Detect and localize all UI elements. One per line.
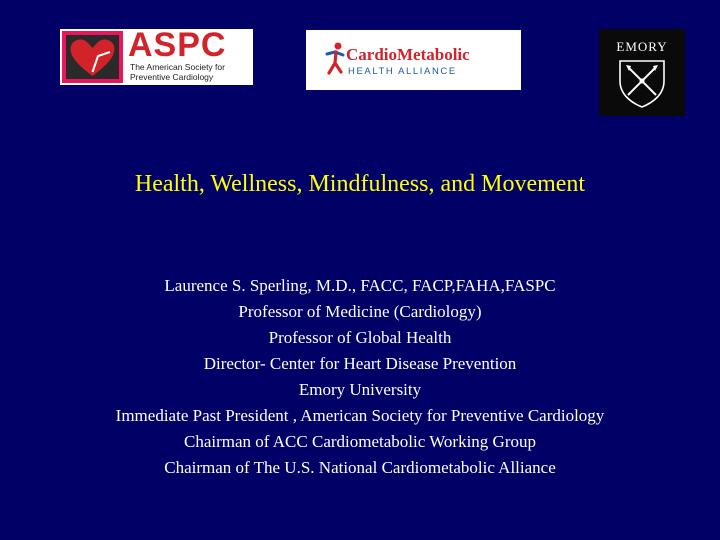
cardiometabolic-alliance-logo <box>306 30 521 90</box>
presenter-name: Laurence S. Sperling, M.D., FACC, FACP,FAHA,FASPC <box>164 276 556 295</box>
slide-title: Health, Wellness, Mindfulness, and Movement <box>134 171 586 197</box>
aspc-subtitle-line2: Preventive Cardiology <box>130 72 214 82</box>
credit-line: Director- Center for Heart Disease Prevention <box>203 354 517 373</box>
runner-figure-icon <box>324 42 346 76</box>
shield-icon <box>616 57 668 109</box>
aspc-logo <box>60 29 253 85</box>
aspc-subtitle-line1: The American Society for <box>130 62 225 72</box>
emory-logo <box>599 29 685 116</box>
emory-wordmark: EMORY <box>616 39 668 54</box>
cmha-tagline: HEALTH ALLIANCE <box>348 66 457 77</box>
cmha-wordmark: CardioMetabolic <box>346 45 470 64</box>
credit-line: Professor of Medicine (Cardiology) <box>238 302 482 321</box>
heart-icon <box>68 36 117 78</box>
credit-line: Professor of Global Health <box>268 328 452 347</box>
aspc-wordmark: ASPC <box>128 29 227 64</box>
credit-line: Chairman of The U.S. National Cardiometabolic Alliance <box>164 458 556 477</box>
aspc-heart-emblem <box>62 31 123 83</box>
credit-line: Immediate Past President , American Society for Preventive Cardiology <box>115 406 605 425</box>
credit-line: Emory University <box>298 380 422 399</box>
presenter-credits <box>100 276 620 484</box>
credit-line: Chairman of ACC Cardiometabolic Working Group <box>184 432 536 451</box>
